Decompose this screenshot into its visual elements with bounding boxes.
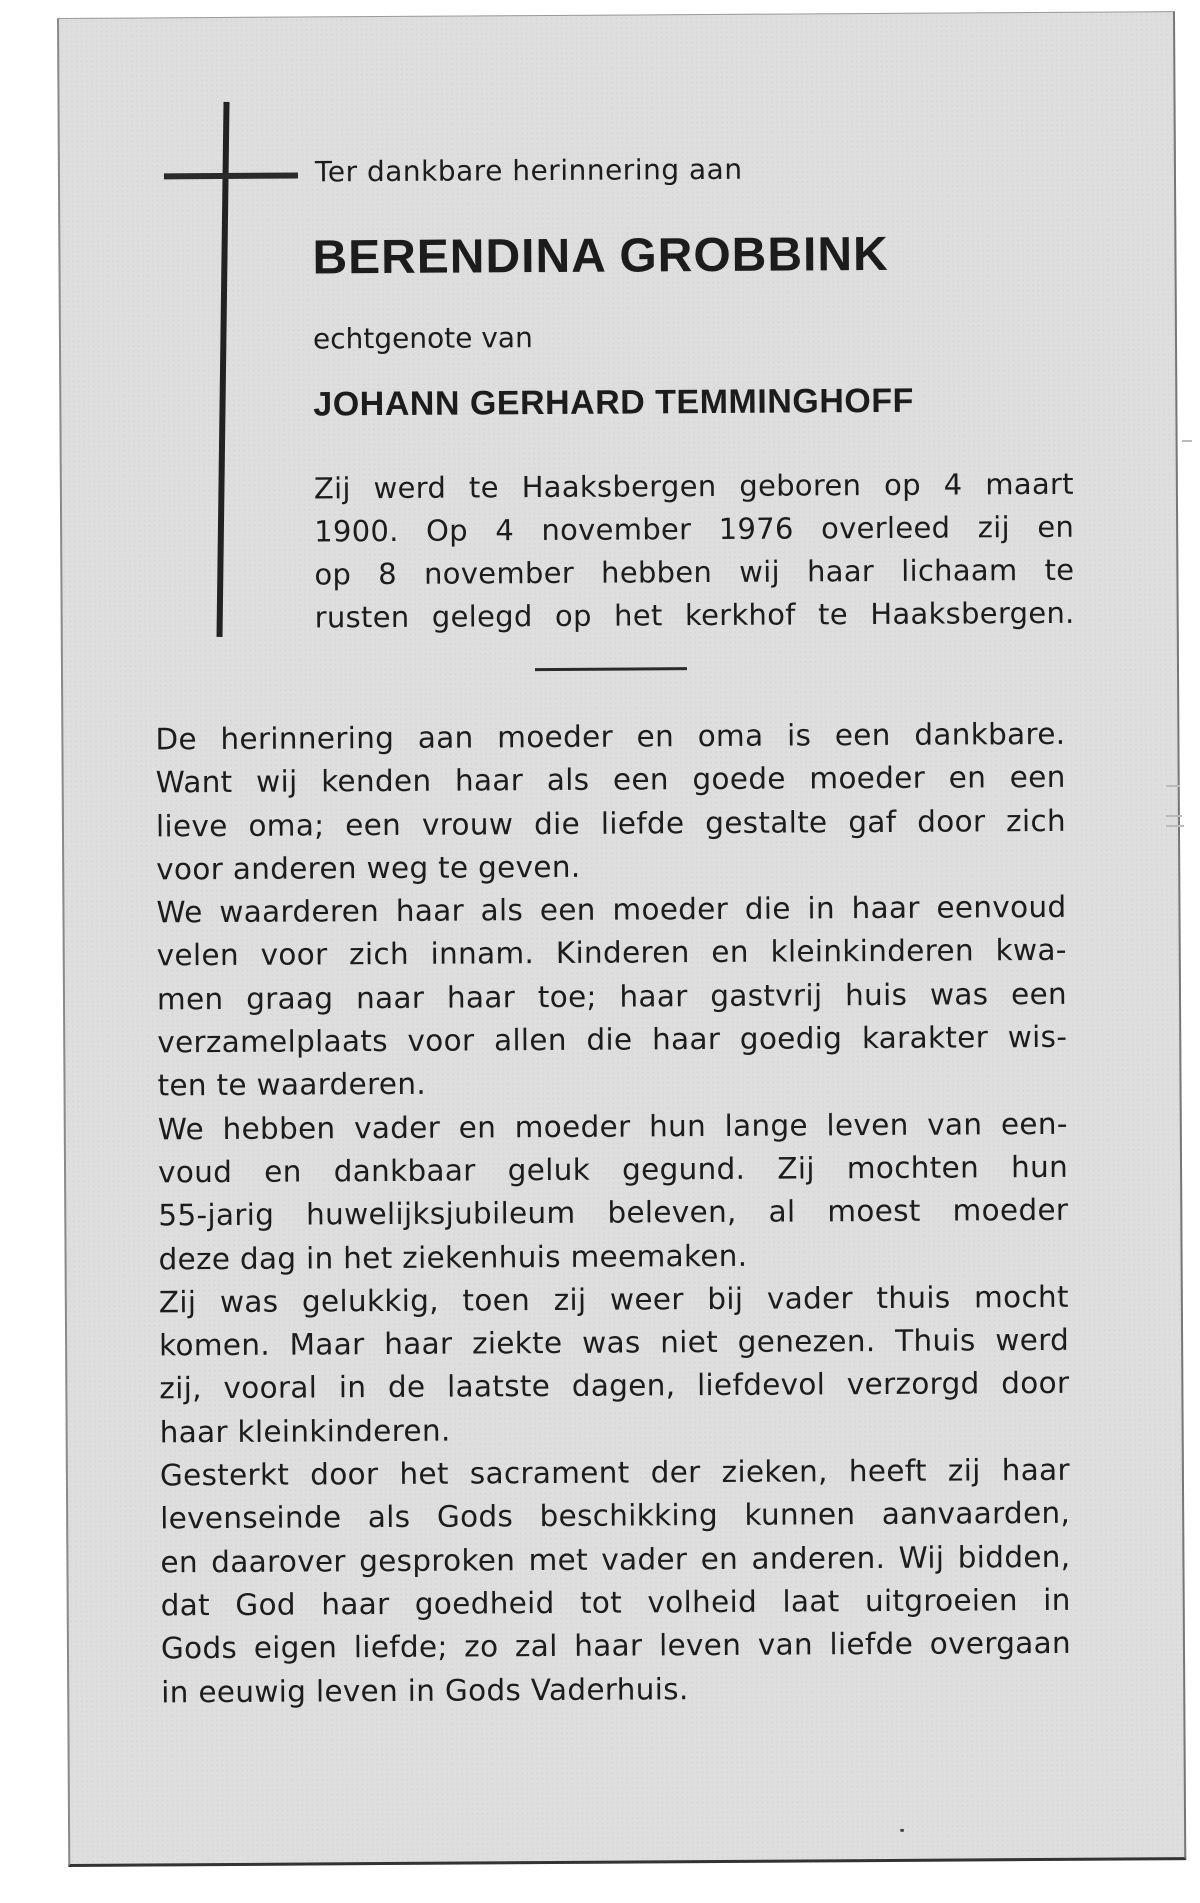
divider bbox=[535, 667, 687, 671]
biography-line: 1900. Op 4 november 1976 overleed zij en bbox=[314, 509, 1075, 549]
text-line: voud en dankbaar geluk gegund. Zij mochten hun bbox=[157, 1149, 1069, 1190]
text-line: ten te waarderen. bbox=[157, 1067, 427, 1103]
text-line: Want wij kenden haar als een goede moeder en een bbox=[155, 760, 1066, 800]
text-line: komen. Maar haar ziekte was niet genezen. Thuis werd bbox=[159, 1322, 1070, 1363]
biography-line: op 8 november hebben wij haar lichaam te bbox=[314, 552, 1075, 592]
cross-icon bbox=[217, 102, 230, 637]
text-line: en daarover gesproken met vader en anderen. Wij bidden, bbox=[160, 1539, 1071, 1580]
text-line: De herinnering aan moeder en oma is een dankbare. bbox=[155, 716, 1066, 757]
spouse-name: JOHANN GERHARD TEMMINGHOFF bbox=[313, 381, 914, 424]
paper-speck bbox=[900, 1829, 904, 1832]
text-line: We waarderen haar als een moeder die in haar eenvoud bbox=[156, 890, 1067, 930]
memorial-card bbox=[57, 11, 1186, 1867]
scan-artifact bbox=[1166, 785, 1180, 787]
text-line: velen voor zich innam. Kinderen en kleinkinderen kwa- bbox=[156, 933, 1067, 973]
spouse-label: echtgenote van bbox=[312, 321, 533, 356]
text-line: men graag naar haar toe; haar gastvrij huis was een bbox=[156, 976, 1068, 1017]
text-line: We hebben vader en moeder hun lange leven van een- bbox=[157, 1106, 1068, 1147]
text-line: Gods eigen liefde; zo zal haar leven van liefde overgaan bbox=[160, 1626, 1072, 1666]
text-line: voor anderen weg te geven. bbox=[156, 849, 581, 887]
cross-icon-crossbar bbox=[164, 173, 298, 180]
intro-text: Ter dankbare herinnering aan bbox=[314, 152, 743, 189]
text-line: levenseinde als Gods beschikking kunnen aanvaarden, bbox=[160, 1496, 1071, 1536]
deceased-name: BERENDINA GROBBINK bbox=[312, 227, 889, 285]
text-line: deze dag in het ziekenhuis meemaken. bbox=[158, 1238, 748, 1276]
text-line: haar kleinkinderen. bbox=[159, 1413, 451, 1450]
scan-artifact bbox=[1166, 815, 1182, 817]
text-line: in eeuwig leven in Gods Vaderhuis. bbox=[161, 1671, 689, 1709]
text-line: verzamelplaats voor allen die haar goedig karakter wis- bbox=[157, 1019, 1068, 1060]
text-line: Gesterkt door het sacrament der zieken, heeft zij haar bbox=[159, 1452, 1070, 1493]
text-line: 55-jarig huwelijksjubileum beleven, al moest moeder bbox=[158, 1193, 1069, 1233]
text-line: dat God haar goedheid tot volheid laat uitgroeien in bbox=[160, 1582, 1071, 1623]
text-line: Zij was gelukkig, toen zij weer bij vader thuis mocht bbox=[158, 1279, 1069, 1320]
biography-line: rusten gelegd op het kerkhof te Haaksbergen. bbox=[314, 595, 1075, 635]
text-line: lieve oma; een vrouw die liefde gestalte gaf door zich bbox=[155, 803, 1067, 844]
memorial-text bbox=[155, 713, 1071, 1714]
scan-artifact bbox=[1182, 440, 1192, 442]
text-line: zij, vooral in de laatste dagen, liefdevol verzorgd door bbox=[159, 1366, 1070, 1406]
biography bbox=[314, 463, 1075, 640]
biography-line: Zij werd te Haaksbergen geboren op 4 maart bbox=[313, 466, 1074, 506]
scan-artifact bbox=[1166, 825, 1184, 827]
